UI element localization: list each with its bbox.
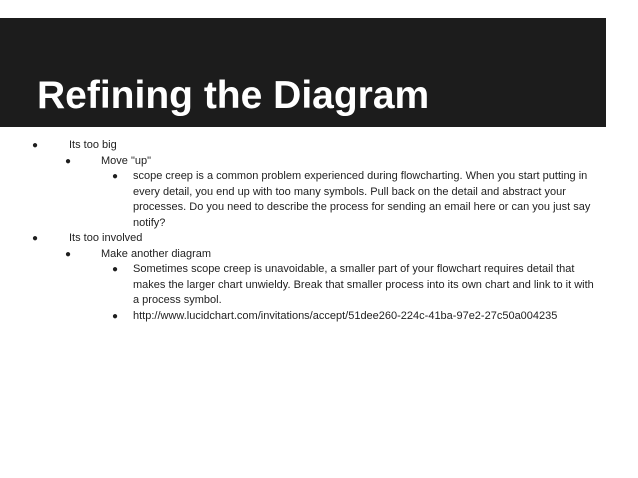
bullet-text: Make another diagram [101,247,212,260]
bullet-item [0,169,610,231]
bullet-dot-icon: ● [112,264,119,275]
bullet-text: Move "up" [101,154,151,167]
bullet-item [0,154,610,170]
bullet-item [0,138,610,154]
bullet-item [0,247,610,263]
bullet-dot-icon: ● [112,171,119,182]
slide-title: Refining the Diagram [37,74,430,117]
bullet-text: scope creep is a common problem experienced during flowcharting. When you start putting in every detail, you end up with too many symbols. Pull back on the detail and abstract your processes. Do you need to describe the process for sending an email here or can you just say notify? [133,170,591,229]
bullet-dot-icon: ● [32,140,39,151]
bullet-dot-icon: ● [65,155,72,167]
bullet-dot-icon: ● [112,310,119,322]
link-text: http://www.lucidchart.com/invitations/accept/51dee260-224c-41ba-97e2-27c50a004235 [133,309,558,322]
bullet-dot-icon: ● [32,233,39,244]
bullet-item [0,262,610,309]
bullet-list [0,138,610,324]
bullet-text: Its too big [69,139,117,151]
bullet-item [0,231,610,247]
bullet-dot-icon: ● [65,248,72,260]
bullet-item [0,309,610,325]
bullet-text: Sometimes scope creep is unavoidable, a smaller part of your flowchart requires detail that makes the larger chart unwieldy. Break that smaller process into its own chart and link to it with a process symbol. [133,263,594,306]
bullet-text: Its too involved [69,232,143,244]
